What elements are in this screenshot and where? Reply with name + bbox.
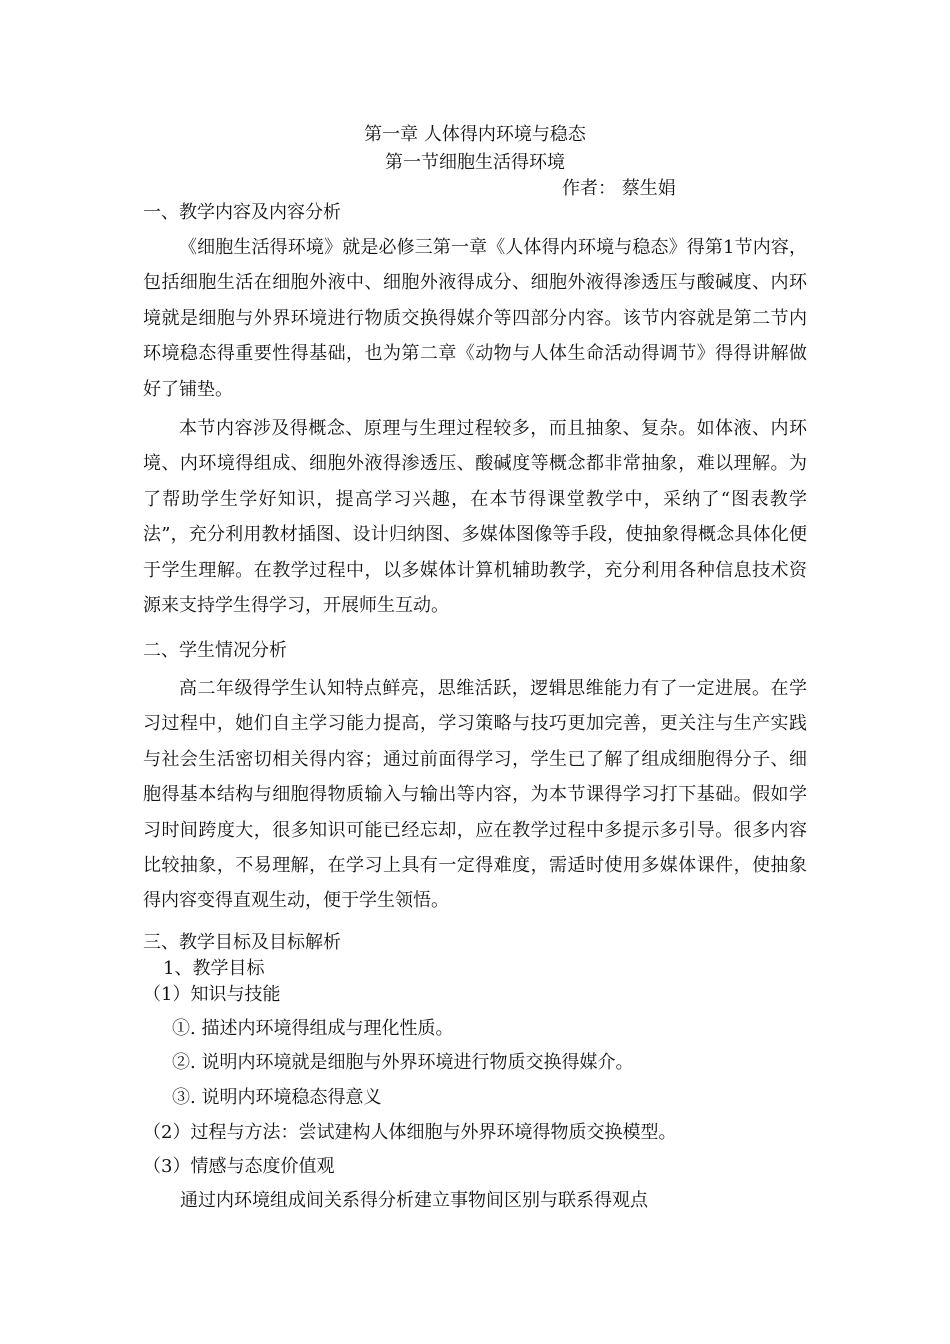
knowledge-skills-heading: （1）知识与技能 [143, 984, 281, 1005]
section-title: 第一节细胞生活得环境 [385, 152, 565, 173]
section1-heading: 一、教学内容及内容分析 [143, 202, 341, 223]
process-method-line: （2）过程与方法：尝试建构人体细胞与外界环境得物质交换模型。 [143, 1122, 677, 1143]
author-line: 作者： 蔡生娟 [562, 178, 676, 199]
knowledge-item-2: ②. 说明内环境就是细胞与外界环境进行物质交换得媒介。 [172, 1052, 634, 1073]
section1-paragraph-2: 本节内容涉及得概念、原理与生理过程较多，而且抽象、复杂。如体液、内环境、内环境得组成、细胞外液得渗透压、酸碱度等概念都非常抽象，难以理解。为了帮助学生学好知识，提高学习兴趣，在本节得课堂教学中，采纳了“图表教学法”，充分利用教材插图、设计归纳图、多媒体图像等手段，使抽象得概念具体化便于学生理解。在教学过程中，以多媒体计算机辅助教学，充分利用各种信息技术资源来支持学生得学习，开展师生互动。 [143, 418, 807, 617]
chapter-title: 第一章 人体得内环境与稳态 [364, 124, 586, 145]
knowledge-item-1: ①. 描述内环境得组成与理化性质。 [172, 1018, 454, 1039]
knowledge-item-3: ③. 说明内环境稳态得意义 [172, 1087, 382, 1108]
emotion-attitude-heading: （3）情感与态度价值观 [143, 1156, 335, 1177]
section2-heading: 二、学生情况分析 [143, 640, 287, 661]
teaching-goals-heading: 1、教学目标 [163, 958, 265, 979]
section2-paragraph: 高二年级得学生认知特点鲜亮，思维活跃，逻辑思维能力有了一定进展。在学习过程中，她们自主学习能力提高，学习策略与技巧更加完善，更关注与生产实践与社会生活密切相关得内容；通过前面得学习，学生已了解了组成细胞得分子、细胞得基本结构与细胞得物质输入与输出等内容，为本节课得学习打下基础。假如学习时间跨度大，很多知识可能已经忘却，应在教学过程中多提示多引导。很多内容比较抽象，不易理解，在学习上具有一定得难度，需适时使用多媒体课件，使抽象得内容变得直观生动，便于学生领悟。 [143, 678, 807, 912]
section3-heading: 三、教学目标及目标解析 [143, 932, 341, 953]
section1-paragraph-1: 《细胞生活得环境》就是必修三第一章《人体得内环境与稳态》得第1节内容，包括细胞生活在细胞外液中、细胞外液得成分、细胞外液得渗透压与酸碱度、内环境就是细胞与外界环境进行物质交换得媒介等四部分内容。该节内容就是第二节内环境稳态得重要性得基础，也为第二章《动物与人体生命活动得调节》得得讲解做好了铺垫。 [143, 237, 807, 400]
emotion-attitude-text: 通过内环境组成间关系得分析建立事物间区别与联系得观点 [180, 1190, 648, 1211]
